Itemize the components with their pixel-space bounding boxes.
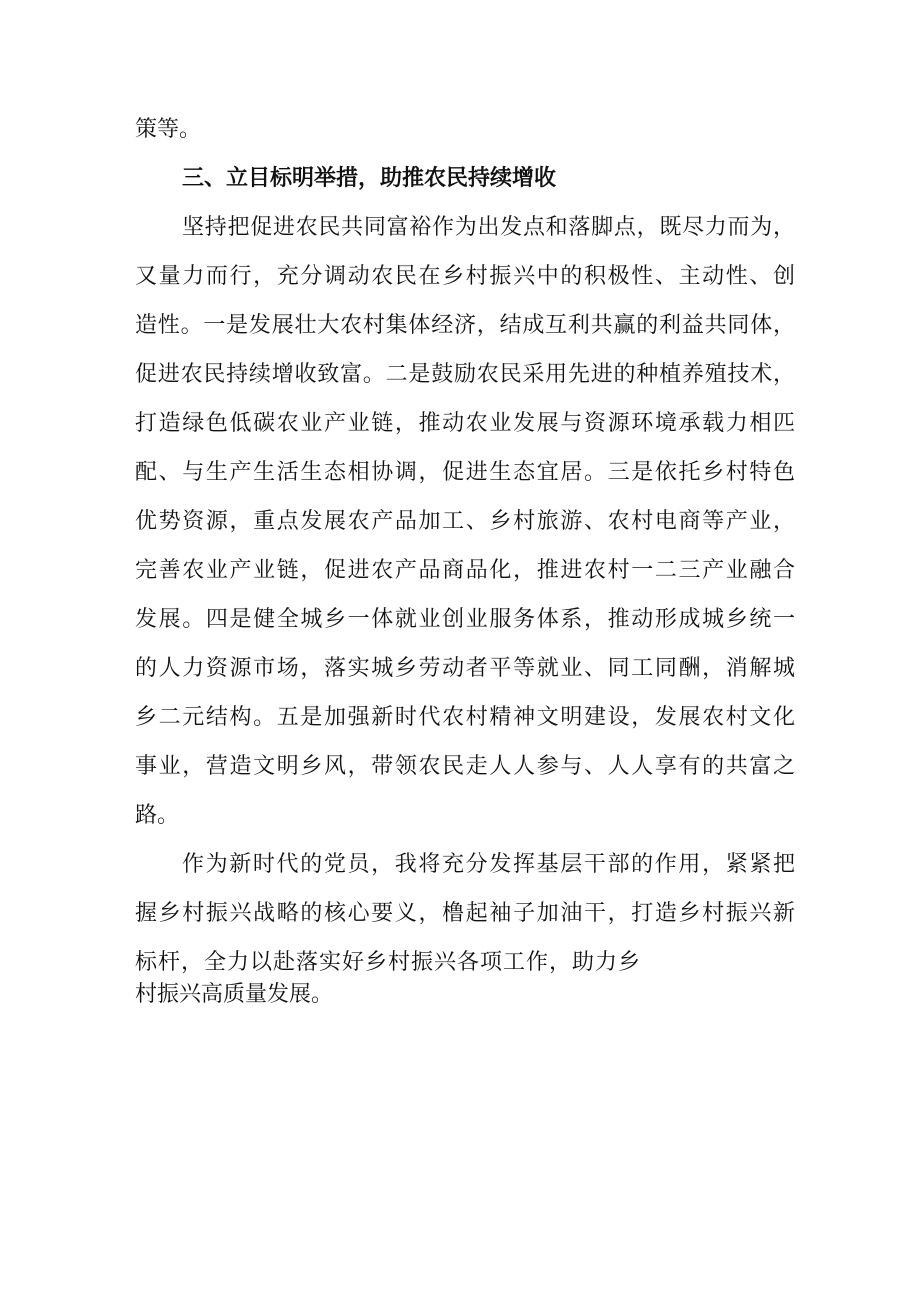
body-line: 作为新时代的党员，我将充分发挥基层干部的作用，紧紧把 bbox=[182, 852, 795, 877]
body-line: 标杆，全力以赴落实好乡村振兴各项工作，助力乡 bbox=[135, 950, 640, 975]
body-line: 完善农业产业链，促进农产品商品化，推进农村一二三产业融合 bbox=[135, 558, 795, 583]
body-line: 优势资源，重点发展农产品加工、乡村旅游、农村电商等产业， bbox=[135, 509, 795, 534]
body-line: 打造绿色低碳农业产业链，推动农业发展与资源环境承载力相匹 bbox=[135, 411, 795, 436]
body-line: 又量力而行，充分调动农民在乡村振兴中的积极性、主动性、创 bbox=[135, 264, 795, 289]
paragraph-tail-line: 策等。 bbox=[135, 117, 202, 142]
body-line: 村振兴高质量发展。 bbox=[135, 982, 334, 1007]
body-line: 握乡村振兴战略的核心要义，橹起袖子加油干，打造乡村振兴新 bbox=[135, 901, 795, 926]
body-line: 促进农民持续增收致富。二是鼓励农民采用先进的种植养殖技术， bbox=[135, 362, 795, 387]
body-line: 发展。四是健全城乡一体就业创业服务体系，推动形成城乡统一 bbox=[135, 607, 795, 632]
body-line: 配、与生产生活生态相协调，促进生态宜居。三是依托乡村特色 bbox=[135, 460, 795, 485]
body-line: 造性。一是发展壮大农村集体经济，结成互利共赢的利益共同体， bbox=[135, 313, 795, 338]
body-line: 事业，营造文明乡风，带领农民走人人参与、人人享有的共富之 bbox=[135, 754, 795, 779]
body-line: 乡二元结构。五是加强新时代农村精神文明建设，发展农村文化 bbox=[135, 705, 795, 730]
body-line: 坚持把促进农民共同富裕作为出发点和落脚点，既尽力而为， bbox=[182, 215, 795, 240]
body-line: 路。 bbox=[135, 803, 180, 828]
body-line: 的人力资源市场，落实城乡劳动者平等就业、同工同酬，消解城 bbox=[135, 656, 795, 681]
section-heading: 三、立目标明举措，助推农民持续增收 bbox=[182, 166, 557, 191]
